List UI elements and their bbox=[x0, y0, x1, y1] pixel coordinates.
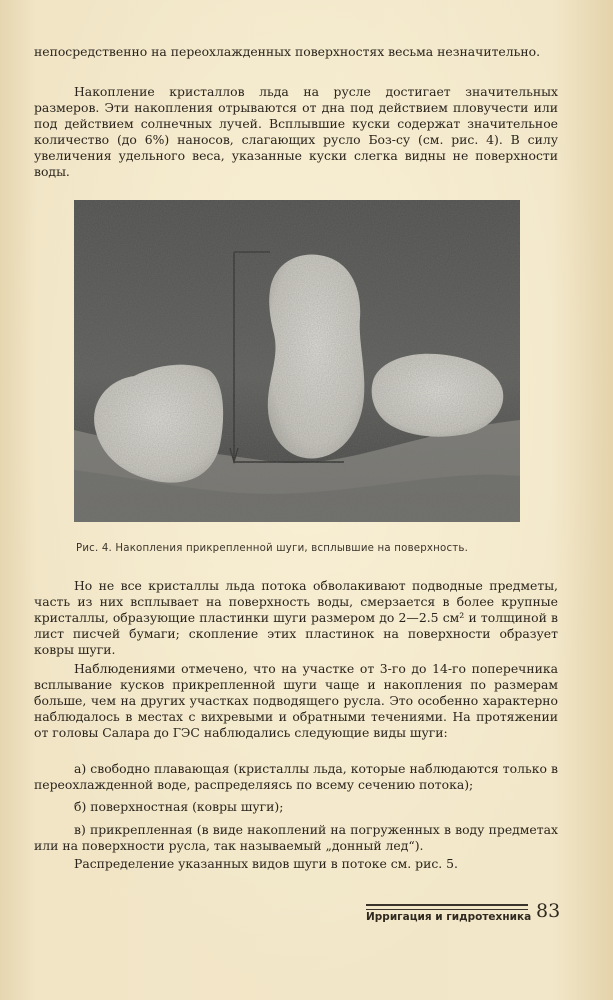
list-item-attached: в) прикрепленная (в виде накоплений на погруженных в воду предметах или на поверхности русла, так называемый „донный лед“). bbox=[34, 822, 558, 853]
footer-rule bbox=[366, 904, 528, 910]
list-item-surface: б) поверхностная (ковры шуги); bbox=[74, 799, 284, 814]
list-item-free-floating: а) свободно плавающая (кристаллы льда, которые наблюдаются только в переохлажденной воде, распределяясь по всему сечению потока); bbox=[34, 761, 558, 792]
figure-caption: Рис. 4. Накопления прикрепленной шуги, всплывшие на поверхность. bbox=[76, 543, 469, 554]
figure-photo bbox=[74, 200, 520, 522]
paragraph-ice-accumulation: Накопление кристаллов льда на русле достигает значительных размеров. Эти накопления отрываются от дна под действием пловучести или под действием солнечных лучей. Всплывшие куски содержат значительное количество (до 6%) наносов, слагающих русло Боз-су (см. рис. 4). В силу увеличения удельного веса, указанные куски слегка видны не поверхности воды. bbox=[34, 84, 558, 179]
running-footer-journal: Ирригация и гидротехника bbox=[366, 911, 532, 923]
page-number: 83 bbox=[536, 900, 561, 922]
paragraph-continuation: непосредственно на переохлажденных поверхностях весьма незначительно. bbox=[34, 44, 541, 59]
paragraph-surface-crystals: Но не все кристаллы льда потока обволакивают подводные предметы, часть из них всплывает на поверхность воды, смерзается в более крупные кристаллы, образующие пластинки шуги размером до 2—2.5 см² и толщиной в лист писчей бумаги; скопление этих пластинок на поверхности образует ковры шуги. bbox=[34, 578, 558, 657]
paragraph-observations: Наблюдениями отмечено, что на участке от 3-го до 14-го поперечника всплывание кусков прикрепленной шуги чаще и накопления по размерам больше, чем на других участках подводящего русла. Это особенно характерно наблюдалось в местах с вихревыми и обратными течениями. На протяжении от головы Салара до ГЭС наблюдались следующие виды шуги: bbox=[34, 661, 558, 740]
paragraph-distribution: Распределение указанных видов шуги в потоке см. рис. 5. bbox=[74, 856, 458, 871]
photo-grain bbox=[74, 200, 520, 522]
